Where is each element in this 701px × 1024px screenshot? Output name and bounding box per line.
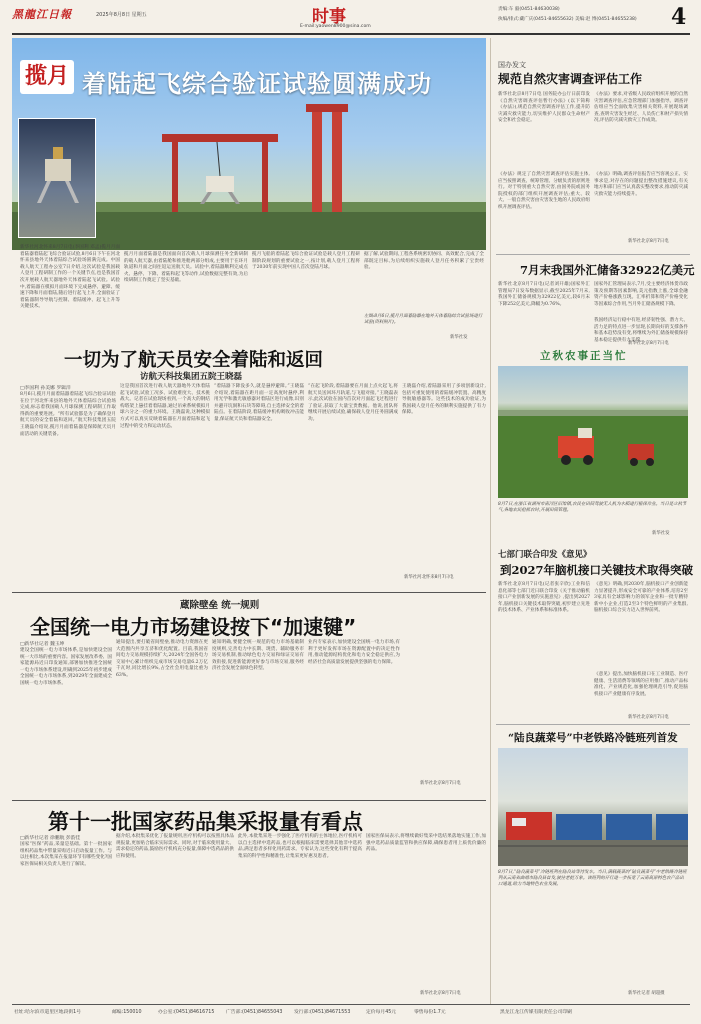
reserves-headline: 7月末我国外汇储备32922亿美元 xyxy=(520,263,695,277)
disaster-kicker: 国办发文 xyxy=(498,61,526,69)
feature-signoff: 新华社河北怀来8月7日电 xyxy=(404,575,454,580)
autumn-credit: 新华社发 xyxy=(652,531,670,536)
feature-body-4: “在起飞阶段,着陆器要在月面上点火起飞,将航天员送回环月轨道,与飞船对接。”王晓磊表示,此次试验在国内首次对月面起飞过程进行了验证,获取了大量宝贵数据。他说,团队将继续开展后续试验,确保载人登月任务圆满成功。 xyxy=(308,384,398,422)
bci-divider xyxy=(496,724,690,725)
autumn-caption: 8月7日,在浙江省湖州市南浔区旧馆镇,农民在田间驾驶无人机为水稻进行植保作业。当日是立秋节气,各地农民抢抓农时,开展田间管理。 xyxy=(498,502,687,513)
feature-subhead: 访航天科技集团五院王晓磊 xyxy=(140,372,243,382)
power-body-4: 业内专家表示,加快建设全国统一电力市场,有利于更好发挥市场在资源配置中的决定性作用,推动能源结构优化和电力安全稳定供应,为经济社会高质量发展提供坚强的电力保障。 xyxy=(308,640,400,665)
issue-date: 2025年8月8日 星期五 xyxy=(96,12,147,18)
reserves-signoff: 新华社北京8月7日电 xyxy=(628,341,669,346)
footer-price: 定价每月45元 xyxy=(366,1010,397,1015)
footer-printer: 黑龙江龙江传媒有限责任公司印刷 xyxy=(500,1010,572,1015)
footer-postcode: 邮编:150010 xyxy=(112,1010,142,1015)
disaster-headline: 规范自然灾害调查评估工作 xyxy=(498,72,643,86)
editor-line-2: 执编/排式:藏广庆(0451-84655632) 美编:赵 博(0451-84655238) xyxy=(498,17,637,22)
feature-body-1: 8月6日,揽月月面着陆器着陆起飞综合验证试验在位于河北怀来县的地外天体着陆综合试验场完成,标志着我国载人月球探测工程研制工作取得新的重要进展。“所有试验都是为了确保登月航天员的安全着陆和返回。”航天科技集团五院王晓磊介绍说,揽月月面着陆器是保障航天员月面活动的关键装备。 xyxy=(20,392,116,437)
power-body-1: 建设全国统一电力市场体系,是加快建设全国统一大市场的重要内容。国家发展改革委、国家能源局近日印发通知,部署加快推进全国统一电力市场体系建设,明确到2025年初步建成全国统一电力市场体系,到2029年全面建成全国统一电力市场体系。 xyxy=(20,648,112,686)
power-body-2: 通知提出,要打破省间壁垒,推动电力资源在更大范围内共享互济和优化配置。目前,我国省间电力交易规模持续扩大,2024年全国各电力交易中心累计组织完成市场交易电量6.2万亿千瓦时,同比增长9%,占全社会用电量比重为63%。 xyxy=(116,640,208,678)
disaster-divider xyxy=(496,254,690,255)
bci-body-1: 新华社北京8月7日电(记者张辛欣)工业和信息化部等七部门近日联合印发《关于推动脑机接口产业创新发展的实施意见》,提出到2027年,脑机接口关键技术取得突破,初步建立先进的技术体系、产业体系和标准体系。 xyxy=(498,582,590,614)
lead-body-1: 新华社河北怀来8月7日电(李国利 邓孟)揽月月面着陆器着陆起飞综合验证试验,8月6日下午在河北怀来县地外天体着陆综合试验场圆满完成。中国载人航天工程办公室7日介绍,这次试验是我国载人登月工程研制工作的一个关键节点,也是我国首次开展载人航天器地外天体着陆起飞试验。试验中,着陆器在模拟月面环境下完成悬停、避障、缓速下降和月面着陆,随后进行起飞上升,全面验证了着陆器制导导航与控制、着陆缓冲、起飞上升等关键技术。 xyxy=(20,245,120,310)
editor-line-1: 责编:车 毅(0451-84630038) xyxy=(498,7,560,12)
lander-icon xyxy=(19,119,97,239)
column-divider xyxy=(490,38,491,1004)
power-signoff: 新华社北京8月7日电 xyxy=(420,781,461,786)
page-number: 4 xyxy=(671,4,687,30)
power-headline: 全国统一电力市场建设按下“加速键” xyxy=(30,615,357,639)
train-caption: 8月7日,“陆良蔬菜号”冷链班列在陆良站等待发车。当日,满载蔬菜的“陆良蔬菜号”中老铁路冷链班列从云南省曲靖市陆良县首发,驶往老挝万象。该班列的开行进一步拓宽了云南高原特色农产品出口通道,助力当地特色农业发展。 xyxy=(498,870,687,887)
autumn-banner: 立秋农事正当忙 xyxy=(540,350,628,362)
lead-headline: 着陆起飞综合验证试验圆满成功 xyxy=(82,70,432,98)
train-photo xyxy=(498,748,688,866)
section-email: E-mail:yaowen8900@sina.com xyxy=(300,24,371,29)
power-kicker: 蔵除壁垒 统一规则 xyxy=(180,600,260,611)
train-credit: 新华社记者 胡超摄 xyxy=(628,991,665,996)
footer-rule xyxy=(12,1004,690,1005)
feature-body-2: 这是我国首次进行载人航天器地外天体着陆起飞试验,试验工况多、试验难度大、技术挑战大。记者在试验现场看到,一个高大的钢结构塔架上悬挂着着陆器,通过吊索系统模拟月球六分之一的重力环境。王晓磊说,这种模拟方式可以真实反映着陆器在月面着陆和起飞过程中的受力和运动状态。 xyxy=(120,384,210,429)
disaster-signoff: 新华社北京8月7日电 xyxy=(628,239,669,244)
drugs-body-1: 国家“医保”药品,采量是基础。第十一批国家组织药品集中带量采购近日启动报量工作。与以往相比,本次集采在报量环节有哪些变化?国家医保局相关负责人进行了解读。 xyxy=(20,842,112,867)
power-byline: □新华社记者 魏玉坤 xyxy=(20,642,65,647)
train-headline: “陆良蔬菜号”中老铁路冷链班列首发 xyxy=(508,732,678,744)
drugs-body-3: 此外,本批集采进一步强化了医疗机构的主体地位,医疗机构可以自主选择中选药品,也可以根据临床需要选择其他非中选药品,满足患者多样化用药需求。专家认为,这些变化有利于提高集采的科学性和精准性,让集采更好惠及患者。 xyxy=(238,834,362,859)
feature-body-3: “着陆器下降没多久,就是悬停避障。”王晓磊介绍说,着陆器在距月面一定高度时悬停,利用光学和激光敏感器对着陆区进行成像,识别并避开坑洞和石块等障碍,自主选择安全的着陆点。在着陆阶段,着陆缓冲机构吸收冲击能量,保证航天员和着陆器安全。 xyxy=(214,384,304,422)
disaster-body-2: 《办法》规定了自然灾害调查评估实施主体,应当按照调查、统筹管理、分级负责的原则进行。对于特别重大自然灾害,由国务院或国务院授权的部门组织开展调查评估;重大、较大、一般自然灾害由灾害发生地的人民政府组织开展调查评估。 xyxy=(498,172,590,210)
disaster-body-4: 《办法》明确,调查评估报告应当客观公正、实事求是,对存在的问题提出整改措施建议,有关地方和部门应当认真落实整改要求,推动防灾减灾救灾能力持续提升。 xyxy=(594,172,688,197)
feature-body-5: 王晓磊介绍,着陆器采用了多项创新设计,包括可重复使用的着陆缓冲装置、高精度导航敏感器等。这些技术的成功验证,为我国载人登月任务的顺利实施提供了有力保障。 xyxy=(402,384,486,416)
autumn-photo xyxy=(498,366,688,498)
bci-body-2: 《意见》明确,到2030年,脑机接口产业创新能力显著提升,形成安全可靠的产业体系,培育2至3家具有全球影响力的领军企业和一批专精特新中小企业,打造2至3个特色鲜明的产业集群,脑机接口综合实力迈入世界前列。 xyxy=(594,582,688,614)
feature-headline: 一切为了航天员安全着陆和返回 xyxy=(64,350,324,371)
feature-byline: □李国利 孙美娜 罗辑洋 xyxy=(20,386,71,391)
section-title: 时事 xyxy=(312,7,346,27)
harvester-illustration xyxy=(498,366,688,498)
drugs-body-4: 国家医保局表示,将继续做好集采中选结果落地实施工作,加强中选药品质量监管和供应保障,确保患者用上质优价廉的药品。 xyxy=(366,834,486,853)
lead-body-3: 揽月飞船的着陆起飞综合验证试验是载人登月工程研制阶段规划的重要试验之一,按计划,载人登月工程将于2030年前实现中国人首次登陆月球。 xyxy=(252,252,360,271)
newspaper-logo: 黑龍江日報 xyxy=(12,8,72,21)
drugs-byline: □新华社记者 徐鹏航 彭韵佳 xyxy=(20,836,81,841)
drugs-signoff: 新华社北京8月7日电 xyxy=(420,991,461,996)
disaster-body-3: 《办法》要求,对省级人民政府组织开展的自然灾害调查评估,应急管理部门加强指导。调查评估组应当全面收集灾害相关资料,开展现场调查,查明灾害发生经过、人员伤亡和财产损失情况,评估防灾减灾救灾工作成效。 xyxy=(594,92,688,124)
drugs-body-2: 据介绍,本批集采优化了报量规则,医疗机构可以按照具体品规报量,更加贴合临床实际需求。同时,对于临床使用量大、需求稳定的药品,鼓励医疗机构充分报量,保障中选药品的供应和使用。 xyxy=(116,834,234,859)
power-divider xyxy=(12,800,486,801)
reserves-body-3: 我国经济运行稳中有进,经济韧性强、潜力大、活力足的特点进一步显现,长期向好的支撑条件和基本趋势没有变,将继续为外汇储备规模保持基本稳定提供有力支撑。 xyxy=(594,318,688,343)
bci-kicker: 七部门联合印发《意见》 xyxy=(498,550,592,560)
bci-signoff: 新华社北京8月7日电 xyxy=(628,715,669,720)
masthead-rule xyxy=(12,33,690,35)
bci-body-3: 《意见》提出,加快脑机接口在工业制造、医疗健康、生活消费等领域的应用推广,推动产品标准化、产业规范化,加强伦理规范引导,促进脑机接口产业健康有序发展。 xyxy=(594,672,688,697)
footer-retail: 零售每份1.7元 xyxy=(414,1010,446,1015)
drugs-headline: 第十一批国家药品集采报量有看点 xyxy=(48,809,363,834)
disaster-body-1: 新华社北京8月7日电 国务院办公厅日前印发《自然灾害调查评估暂行办法》(以下简称《办法》),规范自然灾害调查评估工作,提升防灾减灾救灾能力,切实维护人民群众生命财产安全和社会稳定。 xyxy=(498,92,590,124)
lead-badge: 揽月 xyxy=(20,60,74,94)
lead-credit: 新华社发 xyxy=(450,335,468,340)
lead-caption: 左图:8月6日,揽月月面着陆器在地外天体着陆综合试验场进行试验(资料照片)。 xyxy=(364,314,483,325)
power-body-3: 通知明确,要健全统一规范的电力市场基础制度规则,完善电力中长期、现货、辅助服务市场交易机制,推动绿色电力交易和绿证交易有效衔接,促进新能源更好参与市场交易,服务经济社会发展全面绿色转型。 xyxy=(212,640,304,672)
reserves-body-1: 新华社北京8月7日电(记者刘开雄)国家外汇管理局7日发布数据显示,截至2025年7月末,我国外汇储备规模为32922亿美元,较6月末下降252亿美元,降幅为0.76%。 xyxy=(498,282,590,307)
lead-body-2: 揽月月面着陆器是我国面向首次载人月球探测任务全新研制的载人航天器,由着陆舱和推进舱两部分组成,主要用于在环月轨道和月面之间往返运送航天员。试验中,着陆器顺利完成点火、悬停、下降、着陆和起飞等动作,试验数据完整有效,为后续研制工作奠定了坚实基础。 xyxy=(124,252,248,284)
footer-address: 社址:哈尔滨市道里区地段街1号 xyxy=(14,1010,82,1015)
footer-distribution: 发行部:(0451)84671553 xyxy=(294,1010,351,1015)
bci-headline: 到2027年脑机接口关键技术取得突破 xyxy=(500,563,694,577)
footer-ad: 广告部:(0451)84655043 xyxy=(226,1010,283,1015)
train-illustration xyxy=(498,748,688,866)
reserves-body-2: 国家外汇管理局表示,7月,受主要经济体货币政策及预期等因素影响,美元指数上涨,全球金融资产价格涨跌互现。汇率折算和资产价格变化等因素综合作用,当月外汇储备规模下降。 xyxy=(594,282,688,307)
inset-photo xyxy=(18,118,96,238)
footer-office: 办公室:(0451)84616715 xyxy=(158,1010,215,1015)
feature-divider xyxy=(12,592,486,593)
lead-body-4: 据了解,试验期间,工程各系统密切协同、高效配合,完成了全部既定目标,为后续组织实施载人登月任务积累了宝贵经验。 xyxy=(364,252,484,271)
